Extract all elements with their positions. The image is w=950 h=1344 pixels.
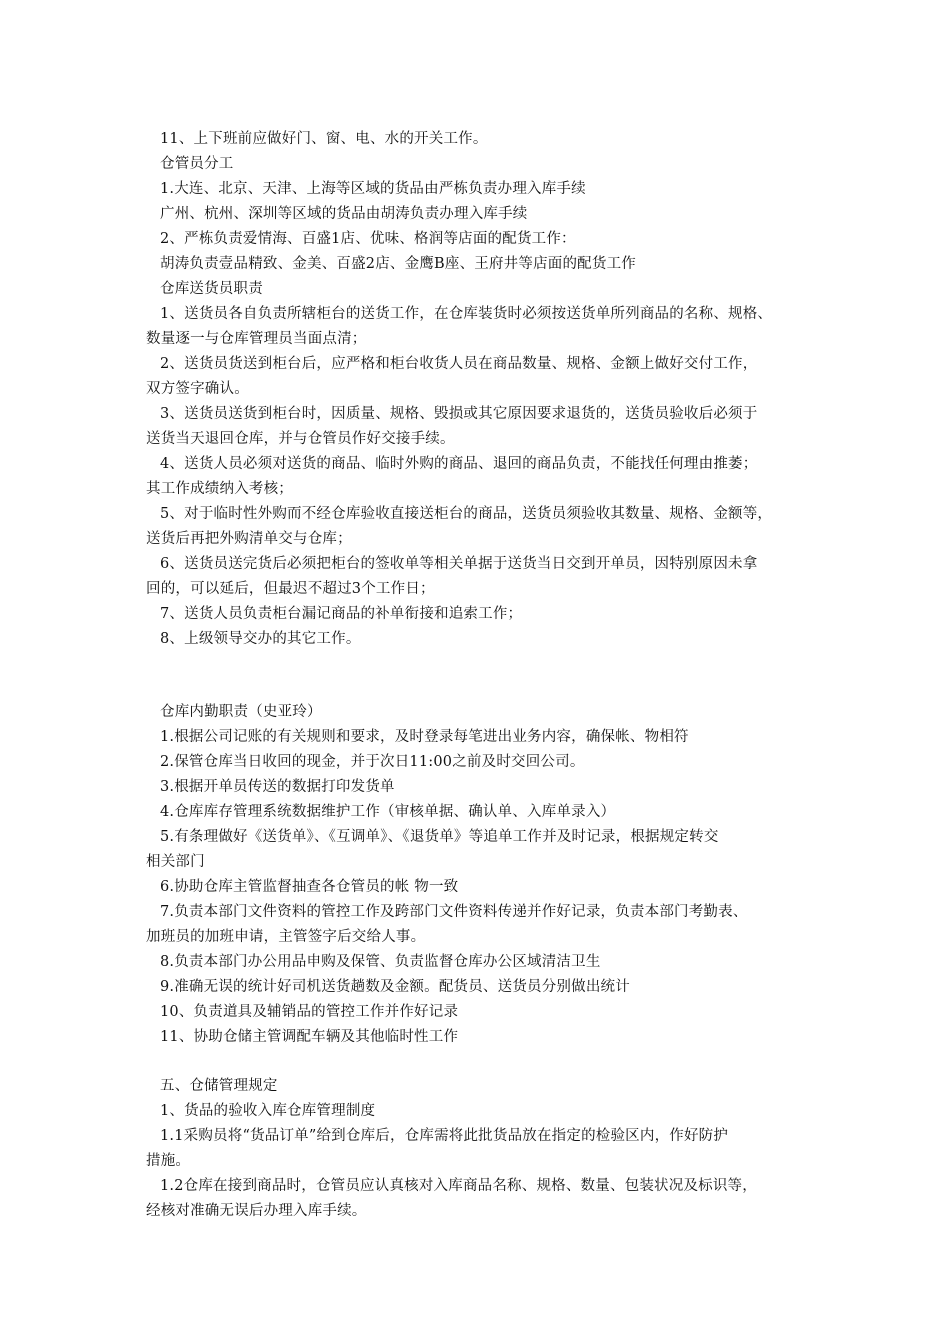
- text-line: 5.有条理做好《送货单》、《互调单》、《退货单》等追单工作并及时记录，根据规定转交: [160, 829, 719, 845]
- text-line: 3.根据开单员传送的数据打印发货单: [160, 779, 395, 795]
- text-line: 加班员的加班申请，主管签字后交给人事。: [146, 929, 426, 945]
- text-line: 措施。: [146, 1153, 191, 1169]
- text-line: 1.根据公司记账的有关规则和要求，及时登录每笔进出业务内容，确保帐、物相符: [160, 729, 689, 745]
- text-line: 5、对于临时性外购而不经仓库验收直接送柜台的商品，送货员须验收其数量、规格、金额等，: [160, 506, 773, 522]
- text-line: 相关部门: [146, 854, 205, 870]
- text-line: 4.仓库库存管理系统数据维护工作（审核单据、确认单、入库单录入）: [160, 804, 616, 820]
- text-line: 送货当天退回仓库，并与仓管员作好交接手续。: [146, 431, 455, 447]
- text-line: 9.准确无误的统计好司机送货趟数及金额。配货员、送货员分别做出统计: [160, 979, 630, 995]
- text-line: 1.2仓库在接到商品时，仓管员应认真核对入库商品名称、规格、数量、包装状况及标识等，: [160, 1178, 757, 1194]
- section-heading: 仓库送货员职责: [160, 281, 263, 297]
- text-line: 1.大连、北京、天津、上海等区域的货品由严栋负责办理入库手续: [160, 181, 586, 197]
- text-line: 双方签字确认。: [146, 381, 249, 397]
- text-line: 3、送货员送货到柜台时，因质量、规格、毁损或其它原因要求退货的，送货员验收后必须于: [160, 406, 758, 422]
- text-line: 2、送货员货送到柜台后，应严格和柜台收货人员在商品数量、规格、金额上做好交付工作，: [160, 356, 758, 372]
- text-line: 经核对准确无误后办理入库手续。: [146, 1203, 367, 1219]
- text-line: 8.负责本部门办公用品申购及保管、负责监督仓库办公区域清洁卫生: [160, 954, 601, 970]
- text-line: 2.保管仓库当日收回的现金，并于次日11:00之前及时交回公司。: [160, 754, 585, 770]
- text-line: 11、上下班前应做好门、窗、电、水的开关工作。: [160, 131, 488, 147]
- text-line: 1.1采购员将“货品订单”给到仓库后，仓库需将此批货品放在指定的检验区内，作好防护: [160, 1128, 729, 1144]
- text-line: 其工作成绩纳入考核；: [146, 481, 293, 497]
- text-line: 7、送货人员负责柜台漏记商品的补单衔接和追索工作；: [160, 606, 523, 622]
- subsection-heading: 1、货品的验收入库仓库管理制度: [160, 1103, 376, 1119]
- text-line: 2、严栋负责爱情海、百盛1店、优味、格润等店面的配货工作：: [160, 231, 576, 247]
- text-line: 7.负责本部门文件资料的管控工作及跨部门文件资料传递并作好记录，负责本部门考勤表、: [160, 904, 748, 920]
- text-line: 回的，可以延后，但最迟不超过3个工作日；: [146, 581, 435, 597]
- section-heading: 仓库内勤职责（史亚玲）: [160, 704, 322, 720]
- text-line: 广州、杭州、深圳等区域的货品由胡涛负责办理入库手续: [160, 206, 528, 222]
- text-line: 8、上级领导交办的其它工作。: [160, 631, 361, 647]
- text-line: 6、送货员送完货后必须把柜台的签收单等相关单据于送货当日交到开单员，因特别原因未拿: [160, 556, 758, 572]
- text-line: 送货后再把外购清单交与仓库；: [146, 531, 352, 547]
- text-line: 胡涛负责壹品精致、金美、百盛2店、金鹰B座、王府井等店面的配货工作: [160, 256, 636, 272]
- text-line: 数量逐一与仓库管理员当面点清；: [146, 331, 367, 347]
- text-line: 6.协助仓库主管监督抽查各仓管员的帐 物一致: [160, 879, 459, 895]
- text-line: 1、送货员各自负责所辖柜台的送货工作，在仓库装货时必须按送货单所列商品的名称、规格、: [160, 306, 773, 322]
- section-heading: 仓管员分工: [160, 156, 234, 172]
- text-line: 10、负责道具及辅销品的管控工作并作好记录: [160, 1004, 459, 1020]
- section-heading: 五、仓储管理规定: [160, 1078, 278, 1094]
- text-line: 4、送货人员必须对送货的商品、临时外购的商品、退回的商品负责，不能找任何理由推萎；: [160, 456, 758, 472]
- text-line: 11、协助仓储主管调配车辆及其他临时性工作: [160, 1029, 459, 1045]
